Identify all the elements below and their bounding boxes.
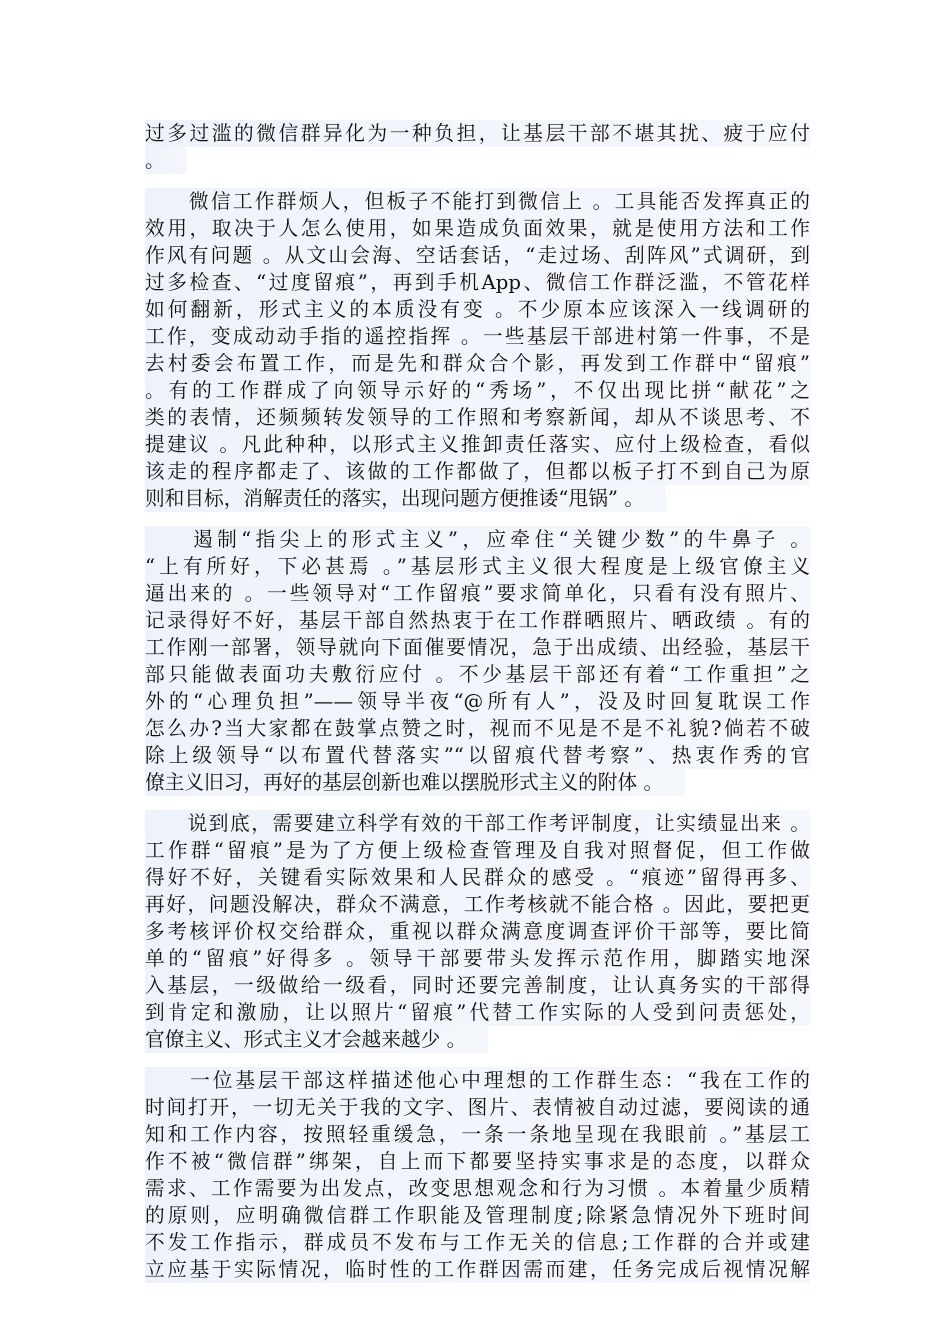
- document-body: [145, 120, 810, 1293]
- text-line: 怎么办?当大家都在鼓掌点赞之时，视而不见是不是不礼貌?倘若不破: [145, 717, 810, 740]
- text-line: 除上级领导“以布置代替落实”“以留痕代替考察”、热衷作秀的官: [145, 744, 810, 767]
- text-line: 。有的工作群成了向领导示好的“秀场”，不仅出现比拼“献花”之: [145, 379, 810, 402]
- text-line: 遏制“指尖上的形式主义”，应牵住“关键少数”的牛鼻子 。: [145, 528, 810, 551]
- text-line: 僚主义旧习，再好的基层创新也难以摆脱形式主义的附体 。: [145, 769, 685, 796]
- text-line: 多考核评价权交给群众，重视以群众满意度调查评价干部等，要比简: [145, 920, 810, 943]
- text-line: 工作刚一部署，领导就向下面催要情况，急于出成绩、出经验，基层干: [145, 636, 810, 659]
- text-line: 不发工作指示，群成员不发布与工作无关的信息;工作群的合并或建: [145, 1231, 810, 1254]
- text-line: 的原则，应明确微信群工作职能及管理制度;除紧急情况外下班时间: [145, 1204, 810, 1227]
- text-line: 知和工作内容，按照轻重缓急，一条一条地呈现在我眼前 。”基层工: [145, 1123, 810, 1146]
- text-line: 说到底，需要建立科学有效的干部工作考评制度，让实绩显出来 。: [145, 812, 810, 835]
- text-line: 效用，取决于人怎么使用，如果造成负面效果，就是使用方法和工作: [145, 217, 810, 240]
- text-line: 则和目标，消解责任的落实，出现问题方便推诿“甩锅” 。: [145, 485, 666, 512]
- text-line: 部只能做表面功夫敷衍应付 。不少基层干部还有着“工作重担”之: [145, 663, 810, 686]
- text-line: 到肯定和激励，让以照片“留痕”代替工作实际的人受到问责惩处，: [145, 1001, 810, 1024]
- text-line: 时间打开，一切无关于我的文字、图片、表情被自动过滤，要阅读的通: [145, 1096, 810, 1119]
- paragraph-3: [145, 526, 810, 800]
- text-line: 作风有问题 。从文山会海、空话套话，“走过场、刮阵风”式调研，到: [145, 244, 810, 267]
- text-line: 去村委会布置工作，而是先和群众合个影，再发到工作群中“留痕”: [145, 352, 810, 375]
- text-line: “上有所好，下必甚焉 。”基层形式主义很大程度是上级官僚主义: [145, 555, 810, 578]
- text-line: 官僚主义、形式主义才会越来越少 。: [145, 1026, 488, 1053]
- text-line: 外的“心理负担”——领导半夜“@所有人”，没及时回复耽误工作: [145, 690, 810, 713]
- paragraph-5: [145, 1067, 810, 1283]
- text-line: 如何翻新，形式主义的本质没有变 。不少原本应该深入一线调研的: [145, 298, 810, 321]
- text-line: 工作，变成动动手指的遥控指挥 。一些基层干部进村第一件事，不是: [145, 325, 810, 348]
- text-line: 得好不好，关键看实际效果和人民群众的感受 。“痕迹”留得再多、: [145, 866, 810, 889]
- text-line: 。: [145, 147, 187, 174]
- paragraph-4: [145, 810, 810, 1057]
- text-line: 立应基于实际情况，临时性的工作群因需而建，任务完成后视情况解: [145, 1258, 810, 1281]
- text-line: 入基层，一级做给一级看，同时还要完善制度，让认真务实的干部得: [145, 974, 810, 997]
- text-line: 单的“留痕”好得多 。领导干部要带头发挥示范作用，脚踏实地深: [145, 947, 810, 970]
- text-line: 作不被“微信群”绑架，自上而下都要坚持实事求是的态度，以群众: [145, 1150, 810, 1173]
- text-line: 过多过滥的微信群异化为一种负担，让基层干部不堪其扰、疲于应付: [145, 122, 810, 145]
- text-line: 微信工作群烦人，但板子不能打到微信上 。工具能否发挥真正的: [145, 190, 810, 213]
- text-line: 提建议 。凡此种种，以形式主义推卸责任落实、应付上级检查，看似: [145, 433, 810, 456]
- paragraph-1: [145, 120, 810, 178]
- text-line: 记录得好不好，基层干部自然热衷于在工作群晒照片、晒政绩 。有的: [145, 609, 810, 632]
- text-line: 该走的程序都走了、该做的工作都做了，但都以板子打不到自己为原: [145, 460, 810, 483]
- text-line: 逼出来的 。一些领导对“工作留痕”要求简单化，只看有没有照片、: [145, 582, 810, 605]
- paragraph-2: [145, 188, 810, 516]
- text-line: 再好，问题没解决，群众不满意，工作考核就不能合格 。因此，要把更: [145, 893, 810, 916]
- text-line: 工作群“留痕”是为了方便上级检查管理及自我对照督促，但工作做: [145, 839, 810, 862]
- text-line: 类的表情，还频频转发领导的工作照和考察新闻，却从不谈思考、不: [145, 406, 810, 429]
- text-line: 需求、工作需要为出发点，改变思想观念和行为习惯 。本着量少质精: [145, 1177, 810, 1200]
- text-line: 过多检查、“过度留痕”，再到手机App、微信工作群泛滥，不管花样: [145, 271, 810, 294]
- text-line: 一位基层干部这样描述他心中理想的工作群生态：“我在工作的: [145, 1069, 810, 1092]
